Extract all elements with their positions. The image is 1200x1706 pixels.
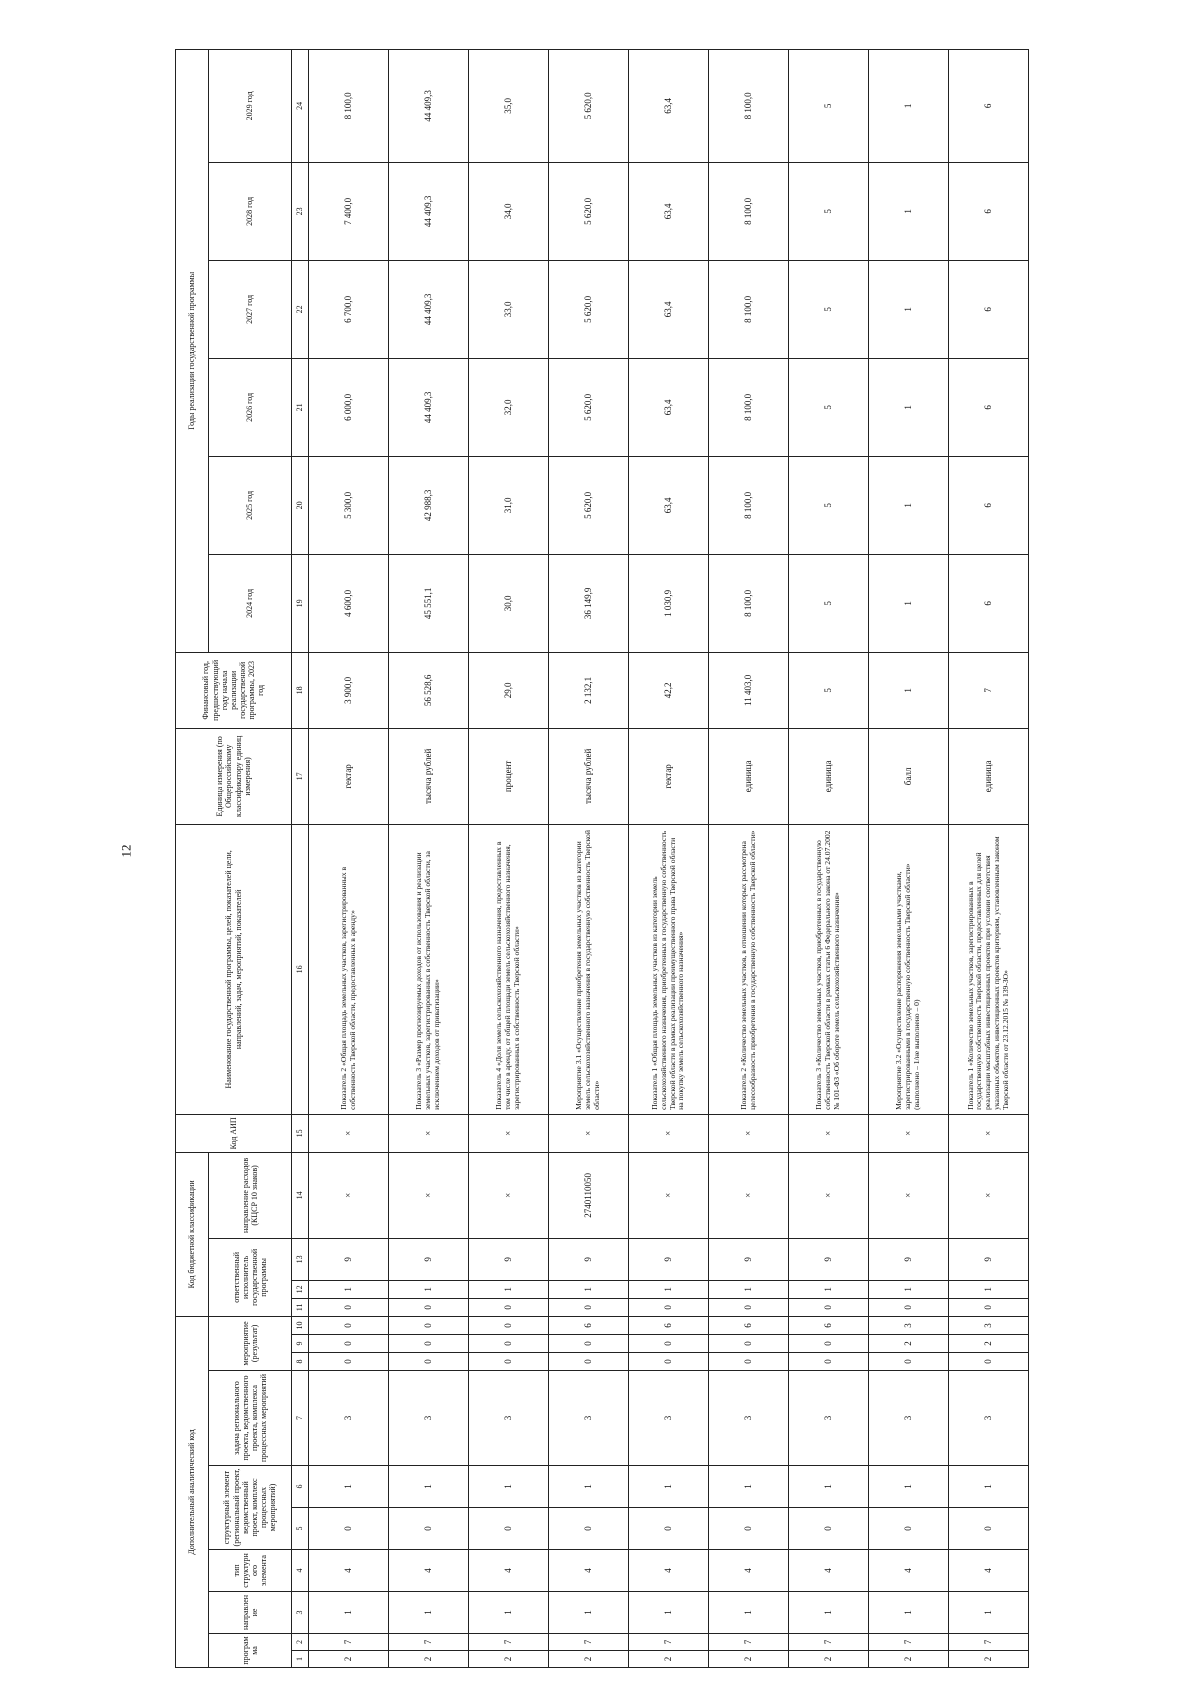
value-cell: 1	[869, 456, 949, 554]
code-cell: 0	[469, 1316, 549, 1334]
code-cell: 4	[629, 1550, 709, 1592]
code-cell: 3	[869, 1316, 949, 1334]
value-cell: 42 988,3	[389, 456, 469, 554]
value-cell: 63,4	[629, 358, 709, 456]
value-cell: 5 620,0	[549, 260, 629, 358]
code-cell: 9	[709, 1238, 789, 1280]
code-cell: 4	[469, 1550, 549, 1592]
value-cell: 1 030,9	[629, 554, 709, 652]
code-cell: 0	[389, 1335, 469, 1353]
value-cell: 42,2	[629, 652, 709, 728]
program-table	[175, 49, 1029, 1668]
value-cell: 8 100,0	[709, 49, 789, 162]
direction-header: направление	[209, 1592, 292, 1634]
code-cell: 7	[389, 1634, 469, 1651]
unit-cell: единица	[949, 728, 1029, 824]
value-cell: 1	[869, 554, 949, 652]
code-cell: 0	[789, 1335, 869, 1353]
column-number: 21	[292, 358, 309, 456]
executor-header: ответственный исполнитель государственной программы	[209, 1238, 292, 1316]
code-cell: 0	[469, 1335, 549, 1353]
value-cell: 3 900,0	[309, 652, 389, 728]
code-cell: 2	[469, 1651, 549, 1668]
code-cell: 3	[949, 1371, 1029, 1466]
code-cell: ×	[469, 1152, 549, 1238]
code-cell: 6	[789, 1316, 869, 1334]
code-cell: 3	[709, 1371, 789, 1466]
value-cell: 5 620,0	[549, 49, 629, 162]
code-cell: 0	[629, 1508, 709, 1550]
code-cell: ×	[549, 1114, 629, 1152]
code-cell: ×	[869, 1152, 949, 1238]
table-row	[789, 49, 869, 1667]
code-cell: 0	[869, 1508, 949, 1550]
value-cell: 30,0	[469, 554, 549, 652]
item-name-cell: Показатель 2 «Количество земельных участков, в отношении которых рассмотрена целесообразность приобретения в государственную собственность Тверской области»	[709, 824, 789, 1114]
code-cell: 0	[949, 1508, 1029, 1550]
value-cell: 1	[869, 49, 949, 162]
unit-cell: балл	[869, 728, 949, 824]
value-cell: 1	[869, 162, 949, 260]
value-cell: 63,4	[629, 162, 709, 260]
code-cell: 4	[309, 1550, 389, 1592]
value-cell: 6	[949, 162, 1029, 260]
value-cell: 8 100,0	[309, 49, 389, 162]
code-cell: 0	[629, 1335, 709, 1353]
table-row	[709, 49, 789, 1667]
code-cell: 0	[389, 1316, 469, 1334]
year-2024-header: 2024 год	[209, 554, 292, 652]
code-cell: 1	[309, 1280, 389, 1298]
code-cell: 2	[949, 1651, 1029, 1668]
item-name-cell: Показатель 4 «Доля земель сельскохозяйственного назначения, предоставленных в том числе в аренду, от общей площади земель сельскохозяйственного назначения, зарегистрированных в собственность Тверской области»	[469, 824, 549, 1114]
item-name-cell: Мероприятие 3.2 «Осуществление распоряжения земельными участками, зарегистрированными в государственную собственность Тверской области» (выполнено – 1/не выполнено – 0)	[869, 824, 949, 1114]
column-number: 22	[292, 260, 309, 358]
value-cell: 5 620,0	[549, 456, 629, 554]
code-cell: 0	[549, 1508, 629, 1550]
column-number: 3	[292, 1592, 309, 1634]
value-cell: 5	[789, 358, 869, 456]
value-cell: 4 600,0	[309, 554, 389, 652]
value-cell: 1	[869, 652, 949, 728]
code-cell: 7	[789, 1634, 869, 1651]
value-cell: 6	[949, 456, 1029, 554]
column-number: 18	[292, 652, 309, 728]
code-cell: 3	[949, 1316, 1029, 1334]
column-number: 13	[292, 1238, 309, 1280]
value-cell: 2 132,1	[549, 652, 629, 728]
code-cell: 2	[869, 1335, 949, 1353]
code-cell: 1	[709, 1280, 789, 1298]
code-cell: 0	[869, 1298, 949, 1316]
code-cell: 7	[949, 1634, 1029, 1651]
code-cell: 4	[709, 1550, 789, 1592]
value-cell: 8 100,0	[709, 456, 789, 554]
value-cell: 7 400,0	[309, 162, 389, 260]
code-cell: 3	[309, 1371, 389, 1466]
code-cell: ×	[709, 1152, 789, 1238]
value-cell: 6 000,0	[309, 358, 389, 456]
code-cell: ×	[309, 1114, 389, 1152]
page-number: 12	[118, 844, 134, 858]
table-row	[629, 49, 709, 1667]
value-cell: 5 300,0	[309, 456, 389, 554]
code-cell: 0	[709, 1298, 789, 1316]
code-cell: 1	[309, 1466, 389, 1508]
code-cell: 0	[629, 1298, 709, 1316]
value-cell: 32,0	[469, 358, 549, 456]
value-cell: 6	[949, 358, 1029, 456]
code-cell: ×	[869, 1114, 949, 1152]
value-cell: 5	[789, 162, 869, 260]
code-cell: 0	[309, 1508, 389, 1550]
column-number: 11	[292, 1298, 309, 1316]
column-number: 23	[292, 162, 309, 260]
code-cell: ×	[949, 1114, 1029, 1152]
column-number-row	[292, 49, 309, 1667]
code-cell: ×	[709, 1114, 789, 1152]
code-cell: 2	[869, 1651, 949, 1668]
code-cell: 0	[309, 1335, 389, 1353]
code-cell: 0	[869, 1353, 949, 1371]
aip-code-header: Код АИП	[176, 1114, 292, 1152]
code-cell: ×	[629, 1152, 709, 1238]
code-cell: ×	[949, 1152, 1029, 1238]
code-cell: 1	[869, 1592, 949, 1634]
code-cell: 2740110050	[549, 1152, 629, 1238]
event-header: мероприятие (результат)	[209, 1316, 292, 1370]
code-cell: 0	[709, 1508, 789, 1550]
code-cell: 1	[709, 1466, 789, 1508]
code-cell: 7	[549, 1634, 629, 1651]
expense-dir-header: направление расходов (КЦСР 10 знаков)	[209, 1152, 292, 1238]
analytic-code-header: Дополнительный аналитический код	[176, 1316, 209, 1667]
code-cell: 2	[709, 1651, 789, 1668]
item-name-cell: Показатель 1 «Количество земельных участков, зарегистрированных в государственную собственность Тверской области, предоставленных для целей реализации масштабных инвестиционных проектов при условии соответствия указанных объектов, инвестиционных проектов критериям, установленным законом Тверской области от 23.12.2015 № 139-ЗО»	[949, 824, 1029, 1114]
code-cell: 9	[789, 1238, 869, 1280]
code-cell: 1	[789, 1280, 869, 1298]
code-cell: 1	[949, 1280, 1029, 1298]
code-cell: ×	[789, 1152, 869, 1238]
code-cell: 0	[949, 1298, 1029, 1316]
code-cell: 4	[789, 1550, 869, 1592]
struct-type-header: тип структурного элемента	[209, 1550, 292, 1592]
value-cell: 36 149,9	[549, 554, 629, 652]
column-number: 7	[292, 1371, 309, 1466]
code-cell: 2	[309, 1651, 389, 1668]
unit-cell: единица	[709, 728, 789, 824]
code-cell: 0	[389, 1353, 469, 1371]
value-cell: 8 100,0	[709, 554, 789, 652]
table-row	[869, 49, 949, 1667]
code-cell: 3	[549, 1371, 629, 1466]
column-number: 24	[292, 49, 309, 162]
code-cell: 0	[549, 1335, 629, 1353]
column-number: 17	[292, 728, 309, 824]
value-cell: 44 409,3	[389, 49, 469, 162]
years-header: Годы реализации государственной программы	[176, 49, 209, 652]
code-cell: ×	[469, 1114, 549, 1152]
budget-code-header: Код бюджетной классификации	[176, 1152, 209, 1316]
code-cell: 7	[469, 1634, 549, 1651]
value-cell: 11 403,0	[709, 652, 789, 728]
code-cell: 7	[309, 1634, 389, 1651]
code-cell: 0	[549, 1353, 629, 1371]
code-cell: 7	[629, 1634, 709, 1651]
unit-cell: единица	[789, 728, 869, 824]
table-row	[389, 49, 469, 1667]
code-cell: 1	[309, 1592, 389, 1634]
code-cell: 1	[709, 1592, 789, 1634]
code-cell: 3	[789, 1371, 869, 1466]
code-cell: 1	[629, 1280, 709, 1298]
column-number: 16	[292, 824, 309, 1114]
code-cell: 1	[389, 1466, 469, 1508]
column-number: 2	[292, 1634, 309, 1651]
code-cell: 2	[949, 1335, 1029, 1353]
value-cell: 31,0	[469, 456, 549, 554]
table-row	[309, 49, 389, 1667]
value-cell: 63,4	[629, 456, 709, 554]
code-cell: 0	[389, 1298, 469, 1316]
code-cell: 1	[389, 1592, 469, 1634]
struct-elem-header: структурный элемент (региональный проект, ведомственный проект, комплекс процессных мероприятий)	[209, 1466, 292, 1550]
value-cell: 44 409,3	[389, 162, 469, 260]
code-cell: 0	[789, 1508, 869, 1550]
value-cell: 6	[949, 554, 1029, 652]
item-name-cell: Показатель 3 «Количество земельных участков, приобретенных в государственную собственность Тверской области в рамках статьи 6 Федерального закона от 24.07.2002 № 101-ФЗ «Об обороте земель сельскохозяйственного назначения»	[789, 824, 869, 1114]
value-cell: 5	[789, 49, 869, 162]
value-cell: 6	[949, 260, 1029, 358]
code-cell: 0	[469, 1353, 549, 1371]
value-cell: 44 409,3	[389, 260, 469, 358]
value-cell: 35,0	[469, 49, 549, 162]
task-header: задача регионального проекта, ведомственного проекта, комплекса процессных мероприятий	[209, 1371, 292, 1466]
code-cell: 1	[789, 1592, 869, 1634]
code-cell: 3	[469, 1371, 549, 1466]
code-cell: 4	[869, 1550, 949, 1592]
code-cell: 3	[389, 1371, 469, 1466]
column-number: 15	[292, 1114, 309, 1152]
program-header: программа	[209, 1634, 292, 1668]
column-number: 8	[292, 1353, 309, 1371]
code-cell: 4	[389, 1550, 469, 1592]
code-cell: 9	[949, 1238, 1029, 1280]
code-cell: 2	[789, 1651, 869, 1668]
name-header: Наименование государственной программы, целей, показателей цели, направлений, задач, мероприятий, показателей	[176, 824, 292, 1114]
code-cell: 1	[469, 1592, 549, 1634]
prev-year-header: Финансовый год, предшествующий году начала реализации государственной программы, 2023 год	[176, 652, 292, 728]
year-2029-header: 2029 год	[209, 49, 292, 162]
code-cell: 3	[629, 1371, 709, 1466]
item-name-cell: Мероприятие 3.1 «Осуществление приобретения земельных участков из категории земель сельскохозяйственного назначения в государственную собственность Тверской области»	[549, 824, 629, 1114]
value-cell: 5 620,0	[549, 162, 629, 260]
code-cell: 1	[869, 1280, 949, 1298]
code-cell: 1	[469, 1466, 549, 1508]
column-number: 19	[292, 554, 309, 652]
value-cell: 1	[869, 260, 949, 358]
unit-cell: гектар	[309, 728, 389, 824]
value-cell: 5	[789, 652, 869, 728]
code-cell: 9	[549, 1238, 629, 1280]
value-cell: 6 700,0	[309, 260, 389, 358]
value-cell: 44 409,3	[389, 358, 469, 456]
year-2025-header: 2025 год	[209, 456, 292, 554]
unit-cell: тысяча рублей	[389, 728, 469, 824]
code-cell: ×	[389, 1114, 469, 1152]
value-cell: 56 528,6	[389, 652, 469, 728]
value-cell: 63,4	[629, 260, 709, 358]
value-cell: 1	[869, 358, 949, 456]
value-cell: 6	[949, 49, 1029, 162]
value-cell: 8 100,0	[709, 162, 789, 260]
code-cell: 9	[309, 1238, 389, 1280]
code-cell: 6	[549, 1316, 629, 1334]
code-cell: 0	[309, 1316, 389, 1334]
code-cell: 0	[389, 1508, 469, 1550]
value-cell: 5 620,0	[549, 358, 629, 456]
code-cell: 1	[549, 1466, 629, 1508]
code-cell: 1	[869, 1466, 949, 1508]
table-row	[549, 49, 629, 1667]
code-cell: 7	[869, 1634, 949, 1651]
code-cell: 9	[389, 1238, 469, 1280]
table-row	[469, 49, 549, 1667]
year-2028-header: 2028 год	[209, 162, 292, 260]
code-cell: ×	[629, 1114, 709, 1152]
code-cell: 7	[709, 1634, 789, 1651]
column-number: 5	[292, 1508, 309, 1550]
code-cell: 0	[949, 1353, 1029, 1371]
value-cell: 5	[789, 456, 869, 554]
code-cell: 2	[629, 1651, 709, 1668]
code-cell: 1	[469, 1280, 549, 1298]
unit-cell: процент	[469, 728, 549, 824]
value-cell: 63,4	[629, 49, 709, 162]
code-cell: 4	[549, 1550, 629, 1592]
code-cell: 1	[389, 1280, 469, 1298]
value-cell: 34,0	[469, 162, 549, 260]
item-name-cell: Показатель 2 «Общая площадь земельных участков, зарегистрированных в собственность Тверской области, предоставленных в аренду»	[309, 824, 389, 1114]
code-cell: 0	[469, 1298, 549, 1316]
item-name-cell: Показатель 3 «Размер прогнозируемых доходов от использования и реализации земельных участков, зарегистрированных в собственность Тверской области, за исключением доходов от приватизации»	[389, 824, 469, 1114]
code-cell: 4	[949, 1550, 1029, 1592]
code-cell: 1	[549, 1592, 629, 1634]
value-cell: 5	[789, 260, 869, 358]
unit-cell: гектар	[629, 728, 709, 824]
code-cell: 9	[469, 1238, 549, 1280]
code-cell: 0	[789, 1353, 869, 1371]
column-number: 6	[292, 1466, 309, 1508]
code-cell: 1	[549, 1280, 629, 1298]
value-cell: 29,0	[469, 652, 549, 728]
unit-header: Единица измерения (по Общероссийскому классификатору единиц измерения)	[176, 728, 292, 824]
code-cell: ×	[389, 1152, 469, 1238]
code-cell: 2	[549, 1651, 629, 1668]
item-name-cell: Показатель 1 «Общая площадь земельных участков из категории земель сельскохозяйственного назначения, приобретенных в государственную собственность Тверской области в рамках реализации преимущественного права Тверской области на покупку земель сельскохозяйственного назначения»	[629, 824, 709, 1114]
column-number: 20	[292, 456, 309, 554]
column-number: 1	[292, 1651, 309, 1668]
code-cell: 1	[949, 1466, 1029, 1508]
code-cell: 0	[629, 1353, 709, 1371]
code-cell: 1	[629, 1466, 709, 1508]
code-cell: 0	[709, 1335, 789, 1353]
unit-cell: тысяча рублей	[549, 728, 629, 824]
rotated-table-container	[175, 63, 1080, 1668]
code-cell: 0	[789, 1298, 869, 1316]
column-number: 10	[292, 1316, 309, 1334]
code-cell: ×	[309, 1152, 389, 1238]
code-cell: 0	[709, 1353, 789, 1371]
code-cell: 9	[629, 1238, 709, 1280]
code-cell: 2	[389, 1651, 469, 1668]
table-row	[949, 49, 1029, 1667]
code-cell: 0	[549, 1298, 629, 1316]
column-number: 9	[292, 1335, 309, 1353]
value-cell: 7	[949, 652, 1029, 728]
value-cell: 8 100,0	[709, 260, 789, 358]
code-cell: 3	[869, 1371, 949, 1466]
code-cell: 1	[949, 1592, 1029, 1634]
code-cell: 0	[309, 1298, 389, 1316]
year-2027-header: 2027 год	[209, 260, 292, 358]
value-cell: 45 551,1	[389, 554, 469, 652]
value-cell: 5	[789, 554, 869, 652]
column-number: 14	[292, 1152, 309, 1238]
code-cell: 6	[709, 1316, 789, 1334]
code-cell: ×	[789, 1114, 869, 1152]
value-cell: 33,0	[469, 260, 549, 358]
code-cell: 9	[869, 1238, 949, 1280]
column-number: 4	[292, 1550, 309, 1592]
code-cell: 0	[469, 1508, 549, 1550]
code-cell: 6	[629, 1316, 709, 1334]
code-cell: 1	[789, 1466, 869, 1508]
column-number: 12	[292, 1280, 309, 1298]
code-cell: 0	[309, 1353, 389, 1371]
code-cell: 1	[629, 1592, 709, 1634]
value-cell: 8 100,0	[709, 358, 789, 456]
year-2026-header: 2026 год	[209, 358, 292, 456]
